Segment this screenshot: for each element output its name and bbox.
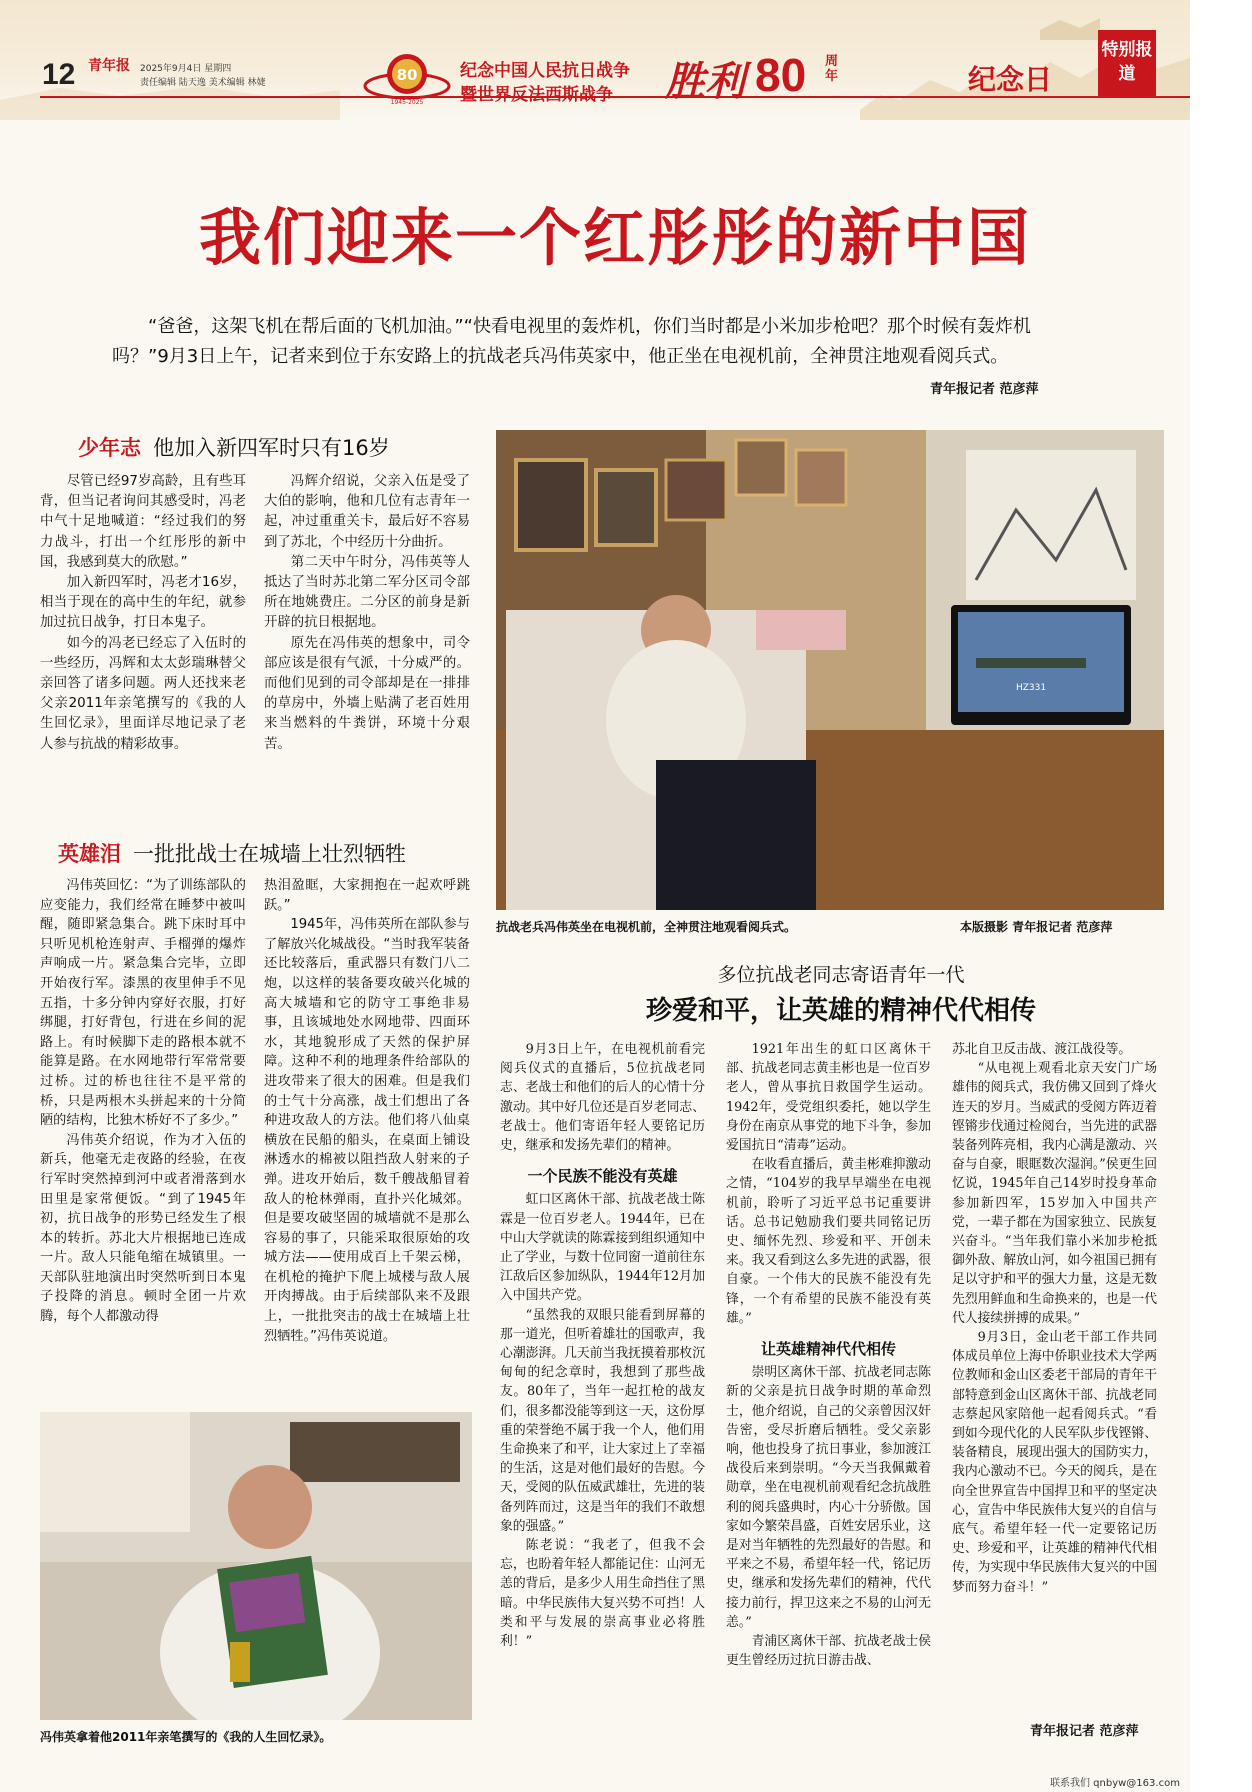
paragraph: 在收看直播后，黄圭彬难抑激动之情，“104岁的我早早端坐在电视机前，聆听了习近平总书记重要讲话。总书记勉励我们要共同铭记历史、缅怀先烈、珍爱和平、开创未来。我又看到这么多先进的武器，很自豪。一个伟大的民族不能没有先锋，一个有希望的民族不能没有英雄。” [726,1157,931,1326]
paragraph: 第二天中午时分，冯伟英等人抵达了当时苏北第二军分区司令部所在地姚费庄。二分区的前身是新开辟的抗日根据地。 [264,554,470,631]
date-line: 2025年9月4日 星期四 [140,64,232,74]
lead-byline: 青年报记者 范彦萍 [930,382,1039,397]
paragraph: 崇明区离休干部、抗战老同志陈新的父亲是抗日战争时期的革命烈士，他介绍说，自己的父亲曾因汉奸告密，受尽折磨后牺牲。受父亲影响，他也投身了抗日事业，参加渡江战役后来到崇明。“今天当我佩戴着勋章，坐在电视机前观看纪念抗战胜利的阅兵盛典时，内心十分骄傲。国家如今繁荣昌盛，百姓安居乐业，这是对当年牺牲的先烈最好的告慰。和平来之不易，希望年轻一代，铭记历史，继承和发扬先辈们的精神，代代接力前行，捍卫这来之不易的山河无恙。” [726,1365,931,1630]
paragraph: “从电视上观看北京天安门广场雄伟的阅兵式，我仿佛又回到了烽火连天的岁月。当威武的受阅方阵迈着铿锵步伐通过检阅台，当先进的武器装备列阵亮相，我内心满是激动、兴奋与自豪，眼眶数次湿润。”侯更生回忆说，1945年自己14岁时投身革命参加新四军，15岁加入中国共产党，一辈子都在为国家独立、民族复兴奋斗。“当年我们靠小米加步枪抵御外敌、解放山河，如今祖国已拥有足以守护和平的强大力量，这是无数先烈用鲜血和生命换来的，也是一代代人接续拼搏的成果。” [952,1061,1157,1326]
paragraph: 9月3日，金山老干部工作共同体成员单位上海中侨职业技术大学两位教师和金山区委老干部局的青年干部特意到金山区离休干部、抗战老同志蔡起风家陪他一起看阅兵式。“看到如今现代化的人民军队步伐铿锵、装备精良，展现出强大的国防实力，我内心激动不已。今天的阅兵，是在向全世界宣告中国捍卫和平的坚定决心，宣告中华民族伟大复兴的自信与底气。希望年轻一代一定要铭记历史、珍爱和平，让英雄的精神代代相传，为实现中华民族伟大复兴的中国梦而努力奋斗！” [952,1330,1157,1595]
page-header [0,0,1190,120]
paragraph: 如今的冯老已经忘了入伍时的一些经历，冯辉和太太彭瑞琳替父亲回答了诸多问题。两人还找来老父亲2011年亲笔撰写的《我的人生回忆录》，里面详尽地记录了老人参与抗战的精彩故事。 [40,635,246,752]
newspaper-logo: 青年报 [88,58,130,74]
veteran-watching-tv-photo [496,430,1164,910]
paragraph: 9月3日上午，在电视机前看完阅兵仪式的直播后，5位抗战老同志、老战士和他们的后人的心情十分激动。其中好几位还是百岁老同志、老战士。他们寄语年轻人要铭记历史，继承和发扬先辈们的精神。 [500,1042,705,1154]
photo2-caption: 冯伟英拿着他2011年亲笔撰写的《我的人生回忆录》。 [40,1730,332,1744]
photo1-caption: 抗战老兵冯伟英坐在电视机前，全神贯注地观看阅兵式。 [496,920,797,934]
page-number: 12 [42,58,76,91]
section2-heading [58,838,406,868]
footer-contact: 联系我们 qnbyw@163.com [1050,1778,1180,1789]
paragraph: 加入新四军时，冯老才16岁，相当于现在的高中生的年纪，就参加过抗日战争，打日本鬼子。 [40,575,246,631]
edition-meta [140,62,266,90]
section2-title: 一批批战士在城墙上壮烈牺牲 [133,842,406,866]
emblem-number: 80 [396,66,418,84]
paragraph: 青浦区离休干部、抗战老战士侯更生曾经历过抗日游击战、 [726,1634,931,1669]
section1-column-2 [264,472,470,755]
paragraph: 冯辉介绍说，父亲入伍是受了大伯的影响，他和几位有志青年一起，冲过重重关卡，最后好不容易到了苏北，个中经历十分曲折。 [264,474,470,550]
section1-column-1 [40,472,246,755]
section2-tag: 英雄泪 [58,842,121,866]
paragraph: 1945年，冯伟英所在部队参与了解放兴化城战役。“当时我军装备还比较落后，重武器只有数门八二炮，以这样的装备要攻破兴化城的高大城墙和它的防守工事绝非易事，且该城地处水网地带、四面环水，其地貌形成了天然的保护屏障。这种不利的地理条件给部队的进攻带来了很大的困难。但是我们的士气十分高涨，战士们想出了各种进攻敌人的方法。他们将八仙桌横放在民船的船头，在桌面上铺设淋透水的棉被以阻挡敌人射来的子弹。进攻开始后，数千艘战船冒着敌人的枪林弹雨，直扑兴化城郊。但是要攻破坚固的城墙就不是那么容易的事了，只能采取很原始的攻城方法——使用成百上千架云梯，在机枪的掩护下爬上城楼与敌人展开肉搏战。由于后续部队来不及跟上，一批批突击的战士在城墙上壮烈牺牲。”冯伟英说道。 [264,917,470,1344]
paragraph: 原先在冯伟英的想象中，司令部应该是很有气派，十分威严的。而他们见到的司令部却是在一排排的草房中，外墙上贴满了老百姓用来当燃料的牛粪饼，环境十分艰苦。 [264,635,470,752]
sidebar-kicker: 多位抗战老同志寄语青年一代 [717,964,965,986]
photo1-credit: 本版摄影 青年报记者 范彦萍 [960,920,1113,934]
sidebar-byline: 青年报记者 范彦萍 [1030,1724,1139,1739]
section1-heading [78,432,390,462]
anniversary-emblem [362,46,452,106]
emblem-years: 1945-2025 [390,99,424,106]
paragraph: 苏北自卫反击战、渡江战役等。 [952,1042,1132,1057]
anniversary-victory: 胜利 [665,58,745,105]
tv-text: HZ331 [1016,683,1047,693]
sidebar-column-3 [952,1040,1157,1597]
paragraph: 尽管已经97岁高龄，且有些耳背，但当记者询问其感受时，冯老中气十足地喊道：“经过我们的努力战斗，打出一个红彤彤的新中国，我感到莫大的欣慰。” [40,474,246,570]
sidebar-minihead-2: 让英雄精神代代相传 [760,1340,896,1359]
sidebar-title: 珍爱和平，让英雄的精神代代相传 [645,996,1036,1026]
section1-title: 他加入新四军时只有16岁 [153,436,390,460]
main-headline: 我们迎来一个红彤彤的新中国 [198,201,1031,274]
veteran-holding-memoir-photo [40,1412,472,1720]
section2-column-1 [40,876,246,1327]
special-report-badge: 特别报道 [1098,30,1156,98]
anniversary-line-2: 暨世界反法西斯战争 [460,85,613,105]
paragraph: 陈老说：“我老了，但我不会忘，也盼着年轻人都能记住：山河无恙的背后，是多少人用生命挡住了黑暗。中华民族伟大复兴势不可挡！人类和平与发展的崇高事业必将胜利！” [500,1538,705,1650]
section2-column-2 [264,876,470,1346]
paragraph: 1921年出生的虹口区离休干部、抗战老同志黄圭彬也是一位百岁老人，曾从事抗日救国学生运动。1942年，受党组织委托，她以学生身份在南京从事党的地下斗争，参加爱国抗日“清毒”运动。 [726,1042,931,1154]
sidebar-column-2 [726,1040,931,1671]
section-name: 纪念日 [968,63,1053,96]
anniversary-suffix: 周年 [825,54,839,84]
lead-paragraph: “爸爸，这架飞机在帮后面的飞机加油。”“快看电视里的轰炸机，你们当时都是小米加步枪吧？那个时候有轰炸机吗？”9月3日上午，记者来到位于东安路上的抗战老兵冯伟英家中，他正坐在电视机前，全神贯注地观看阅兵式。 [112,316,1031,367]
paragraph: 虹口区离休干部、抗战老战士陈霖是一位百岁老人。1944年，已在中山大学就读的陈霖接到组织通知中止了学业，与数十位同窗一道前往东江敌后区参加纵队，1944年12月加入中国共产党。 [500,1192,705,1304]
paragraph: “虽然我的双眼只能看到屏幕的那一道光，但听着雄壮的国歌声，我心潮澎湃。几天前当我抚摸着那枚沉甸甸的纪念章时，我想到了那些战友。80年了，当年一起扛枪的战友们，很多都没能等到这一天，这份厚重的荣誉绝不属于我一个人，他们用生命换来了和平，让大家过上了幸福的生活，这是对他们最好的告慰。今天，受阅的队伍威武雄壮，先进的装备列阵而过，这是当年的我们不敢想象的强盛。” [500,1307,705,1534]
paragraph: 热泪盈眶，大家拥抱在一起欢呼跳跃。” [264,878,470,913]
sidebar-column-1 [500,1040,705,1651]
anniversary-line-1: 纪念中国人民抗日战争 [460,61,630,81]
sidebar-minihead-1: 一个民族不能没有英雄 [527,1167,678,1186]
anniversary-number: 80 [755,49,807,101]
section1-tag: 少年志 [78,436,141,460]
paragraph: 冯伟英介绍说，作为才入伍的新兵，他毫无走夜路的经验，在夜行军时突然掉到河中或者滑落到水田里是家常便饭。“到了1945年初，抗日战争的形势已经发生了根本的转折。苏北大片根据地已连成一片。敌人只能龟缩在城镇里。一天部队驻地演出时突然听到日本鬼子投降的消息。顿时全团一片欢腾，每个人都激动得 [40,1132,246,1325]
paragraph: 冯伟英回忆：“为了训练部队的应变能力，我们经常在睡梦中被叫醒，随即紧急集合。跳下床时耳中只听见机枪连射声、手榴弹的爆炸声响成一片。紧急集合完毕，立即开始夜行军。漆黑的夜里伸手不见五指，十多分钟内穿好衣服，打好绑腿，打好背包，行进在乡间的泥路上。有时候脚下走的路根本就不能算是路。在水网地带行军常常要过桥。过的桥也往往不是平常的桥，只是两根木头拼起来的十分简陋的结构，比独木桥好不了多少。” [40,878,246,1129]
editor-line: 责任编辑 陆天逸 美术编辑 林婕 [140,78,266,88]
